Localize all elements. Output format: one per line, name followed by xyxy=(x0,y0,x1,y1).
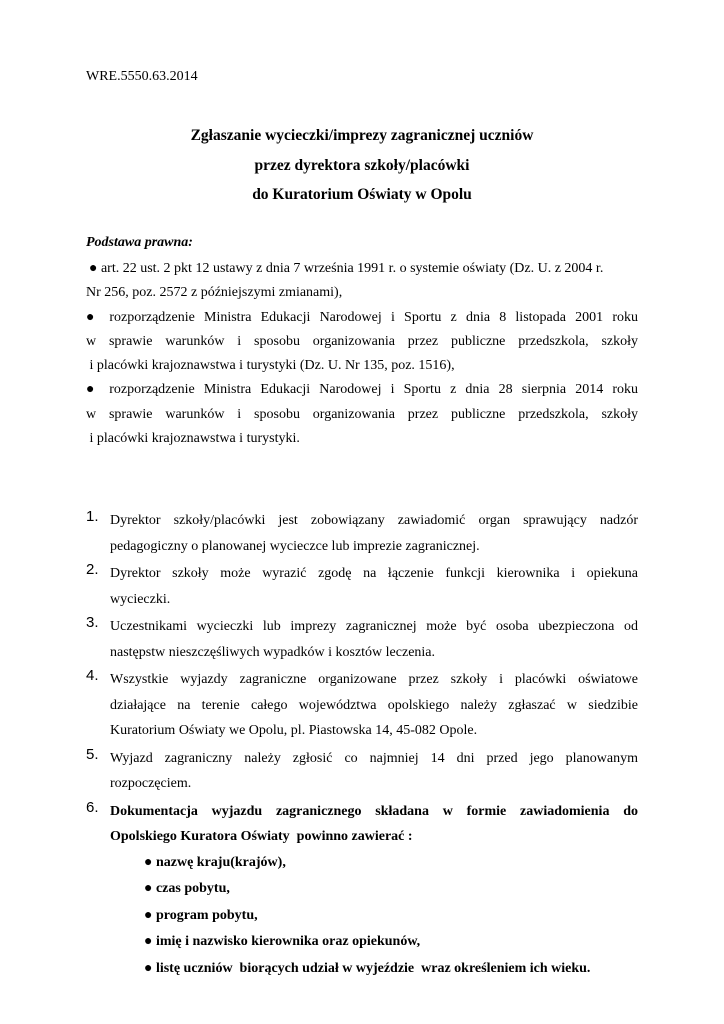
title-line: Zgłaszanie wycieczki/imprezy zagranicznej uczniów xyxy=(190,127,534,144)
list-item xyxy=(86,561,638,612)
list-item xyxy=(86,614,638,665)
list-item xyxy=(86,667,638,744)
legal-basis-label: Podstawa prawna: xyxy=(86,235,193,250)
list-item-number: 5. xyxy=(86,745,99,763)
list-item-number: 6. xyxy=(86,798,99,816)
list-item-line: Wyjazd zagraniczny należy zgłosić co najmniej 14 dni przed jego planowanym xyxy=(110,750,638,766)
list-item-line: Kuratorium Oświaty we Opolu, pl. Piastowska 14, 45-082 Opole. xyxy=(110,723,478,738)
list-item-number: 3. xyxy=(86,614,99,631)
list-item-line: Wszystkie wyjazdy zagraniczne organizowane przez szkoły i placówki oświatowe xyxy=(110,672,638,687)
legal-basis-line: ● rozporządzenie Ministra Edukacji Narodowej i Sportu z dnia 28 sierpnia 2014 roku xyxy=(86,382,638,398)
list-item-line: Uczestnikami wycieczki lub imprezy zagranicznej może być osoba ubezpieczona od xyxy=(110,619,638,634)
bullet-item: ● listę uczniów biorących udział w wyjeździe wraz określeniem ich wieku. xyxy=(144,960,591,976)
legal-basis-line: ● art. 22 ust. 2 pkt 12 ustawy z dnia 7 września 1991 r. o systemie oświaty (Dz. U. z 2004 r. xyxy=(89,261,604,276)
legal-basis-line: i placówki krajoznawstwa i turystyki. xyxy=(86,431,300,447)
list-item xyxy=(86,799,638,983)
list-item-number: 4. xyxy=(86,667,99,684)
document-reference-number: WRE.5550.63.2014 xyxy=(86,69,198,84)
list-item-line: Dokumentacja wyjazdu zagranicznego składana w formie zawiadomienia do xyxy=(110,803,638,819)
legal-basis-line: i placówki krajoznawstwa i turystyki (Dz. U. Nr 135, poz. 1516), xyxy=(86,358,455,374)
list-item-line: Dyrektor szkoły/placówki jest zobowiązany zawiadomić organ sprawujący nadzór xyxy=(110,513,638,528)
required-documents-list xyxy=(110,850,638,983)
list-item-number: 2. xyxy=(86,561,99,578)
list-item xyxy=(86,746,638,797)
title-line: do Kuratorium Oświaty w Opolu xyxy=(252,186,472,203)
legal-basis-line: ● rozporządzenie Ministra Edukacji Narodowej i Sportu z dnia 8 listopada 2001 roku xyxy=(86,309,638,325)
numbered-list xyxy=(86,508,638,984)
list-item-line: wycieczki. xyxy=(110,591,171,607)
list-item-line: rozpoczęciem. xyxy=(110,776,192,791)
list-item-line: Opolskiego Kuratora Oświaty powinno zawierać : xyxy=(110,829,413,844)
bullet-item: ● imię i nazwisko kierownika oraz opiekunów, xyxy=(144,934,421,949)
legal-basis-line: Nr 256, poz. 2572 z późniejszymi zmianami), xyxy=(86,285,343,301)
legal-basis-line: w sprawie warunków i sposobu organizowania przez publiczne przedszkola, szkoły xyxy=(86,406,638,422)
bullet-item: ● program pobytu, xyxy=(144,907,258,923)
list-item-number: 1. xyxy=(86,508,99,525)
list-item-line: pedagogiczny o planowanej wycieczce lub imprezie zagranicznej. xyxy=(110,538,480,554)
title-line: przez dyrektora szkoły/placówki xyxy=(254,156,470,174)
bullet-item: ● czas pobytu, xyxy=(144,881,230,896)
legal-basis-line: w sprawie warunków i sposobu organizowania przez publiczne przedszkola, szkoły xyxy=(86,333,638,349)
list-item-line: następstw nieszczęśliwych wypadków i kosztów leczenia. xyxy=(110,644,436,660)
legal-basis-list xyxy=(86,257,638,451)
bullet-item: ● nazwę kraju(krajów), xyxy=(144,854,286,870)
list-item xyxy=(86,508,638,559)
document-title xyxy=(0,121,724,210)
list-item-line: Dyrektor szkoły może wyrazić zgodę na łączenie funkcji kierownika i opiekuna xyxy=(110,566,638,581)
list-item-line: działające na terenie całego województwa opolskiego należy zgłaszać w siedzibie xyxy=(110,697,638,713)
